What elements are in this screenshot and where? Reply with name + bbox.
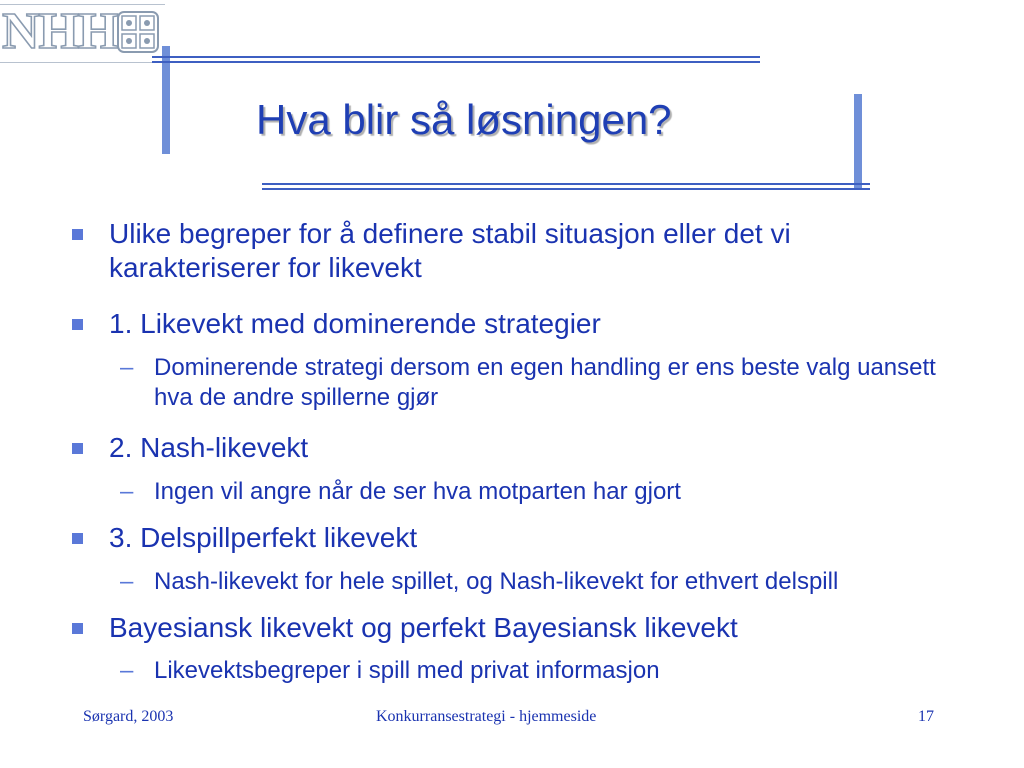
dash-bullet-icon: –: [120, 478, 134, 505]
logo-text: NHH: [2, 3, 118, 60]
title-frame-bar: [854, 94, 862, 190]
logo-rule: [0, 62, 165, 63]
bullet-text: Bayesiansk likevekt og perfekt Bayesiansk likevekt: [109, 612, 738, 643]
sub-bullet-item: [120, 353, 950, 413]
bullet-item: [72, 307, 952, 341]
title-rule: [262, 183, 870, 185]
footer-author: Sørgard, 2003: [83, 708, 174, 725]
bullet-text: Ulike begreper for å definere stabil situasjon eller det vi karakteriserer for likevekt: [109, 218, 791, 283]
square-bullet-icon: [72, 623, 83, 634]
square-bullet-icon: [72, 443, 83, 454]
square-bullet-icon: [72, 533, 83, 544]
sub-bullet-text: Dominerende strategi dersom en egen handling er ens beste valg uansett hva de andre spillerne gjør: [154, 354, 936, 411]
square-bullet-icon: [72, 229, 83, 240]
sub-bullet-item: [120, 567, 970, 597]
bullet-item: [72, 431, 952, 465]
bullet-item: [72, 611, 952, 645]
footer-course: Konkurransestrategi - hjemmeside: [376, 708, 597, 725]
title-rule: [262, 188, 870, 190]
bullet-text: 1. Likevekt med dominerende strategier: [109, 308, 601, 339]
dash-bullet-icon: –: [120, 568, 134, 595]
bullet-item: [72, 521, 952, 555]
dash-bullet-icon: –: [120, 354, 134, 381]
square-bullet-icon: [72, 319, 83, 330]
slide-title: Hva blir så løsningen?: [256, 96, 672, 143]
dash-bullet-icon: –: [120, 657, 134, 684]
nhh-logo: [0, 0, 165, 68]
bullet-text: 3. Delspillperfekt likevekt: [109, 522, 418, 553]
page-number: 17: [918, 708, 934, 725]
sub-bullet-item: [120, 656, 970, 686]
seal-icon: [116, 10, 160, 54]
title-rule: [152, 56, 760, 58]
sub-bullet-item: [120, 477, 970, 507]
bullet-item: [72, 217, 952, 285]
title-rule: [152, 61, 760, 63]
bullet-text: 2. Nash-likevekt: [109, 432, 309, 463]
sub-bullet-text: Likevektsbegreper i spill med privat informasjon: [154, 657, 660, 684]
sub-bullet-text: Ingen vil angre når de ser hva motparten har gjort: [154, 478, 681, 505]
sub-bullet-text: Nash-likevekt for hele spillet, og Nash-likevekt for ethvert delspill: [154, 568, 839, 595]
